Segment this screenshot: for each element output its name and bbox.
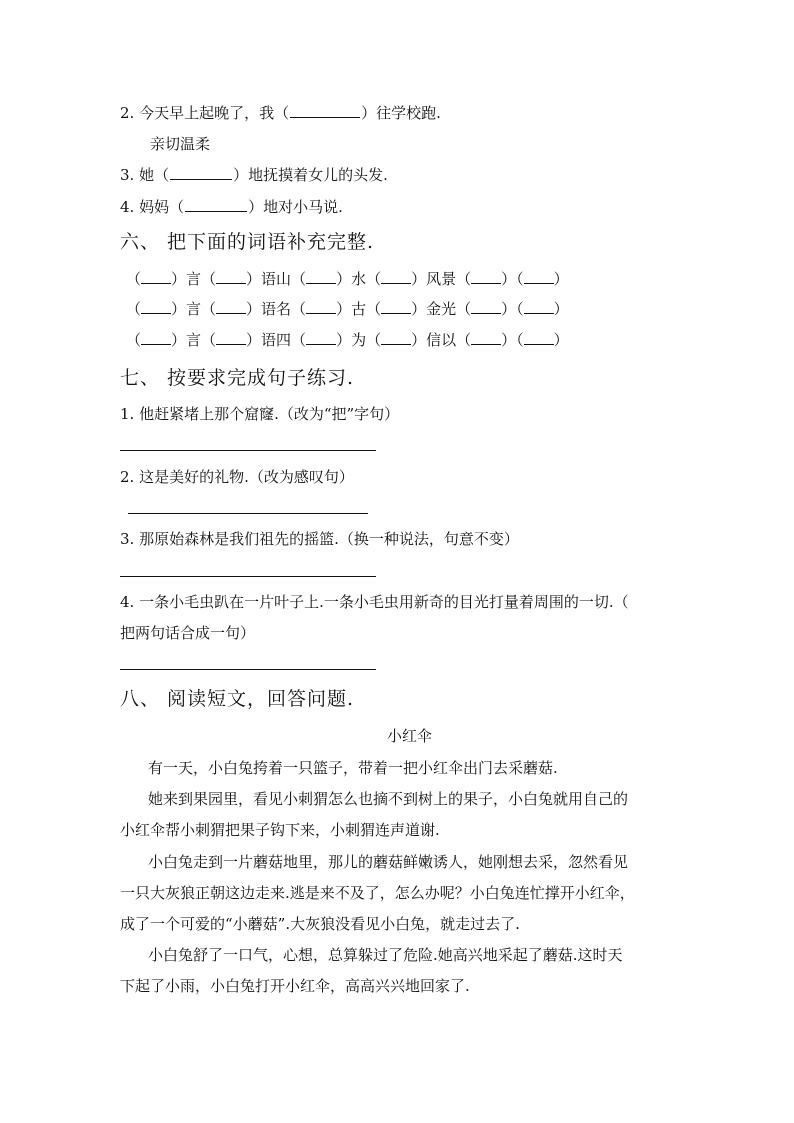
fill-item-3-prefix: 3. 她（ bbox=[120, 166, 170, 184]
idiom-text: ）为（ bbox=[336, 331, 382, 349]
question-1: 1. 他赶紧堵上那个窟窿.（改为“把”字句） bbox=[120, 405, 400, 423]
idiom-blank[interactable] bbox=[141, 331, 171, 345]
idiom-blank[interactable] bbox=[216, 270, 246, 284]
paren: ） bbox=[553, 331, 569, 349]
fill-item-2 bbox=[120, 103, 441, 123]
passage-paragraph-2-line-1: 她来到果园里，看见小刺猬怎么也摘不到树上的果子，小白兔就用自己的 bbox=[148, 790, 629, 808]
answer-blank-3[interactable] bbox=[170, 165, 232, 180]
passage-paragraph-3-line-2: 一只大灰狼正朝这边走来.逃是来不及了，怎么办呢？小白兔连忙撑开小红伞， bbox=[120, 884, 635, 902]
idiom-blank[interactable] bbox=[524, 300, 554, 314]
idiom-row-2 bbox=[126, 299, 569, 319]
paren: （ bbox=[126, 331, 142, 349]
passage-paragraph-3-line-1: 小白兔走到一片蘑菇地里，那儿的蘑菇鲜嫩诱人，她刚想去采，忽然看见 bbox=[148, 853, 629, 871]
question-4-line-1: 4. 一条小毛虫趴在一片叶子上.一条小毛虫用新奇的目光打量着周围的一切.（ bbox=[120, 593, 629, 611]
idiom-text: 言（ bbox=[186, 331, 217, 349]
fill-item-3 bbox=[120, 165, 388, 185]
answer-line-1[interactable] bbox=[120, 450, 376, 451]
idiom-text: 言（ bbox=[186, 300, 217, 318]
idiom-blank[interactable] bbox=[141, 270, 171, 284]
idiom-blank[interactable] bbox=[216, 331, 246, 345]
idiom-text: ）（ bbox=[501, 300, 524, 318]
passage-paragraph-1: 有一天，小白兔挎着一只篮子，带着一把小红伞出门去采蘑菇. bbox=[148, 759, 558, 777]
paren: （ bbox=[126, 270, 142, 288]
idiom-text: ） bbox=[171, 270, 187, 288]
passage-title: 小红伞 bbox=[387, 727, 433, 745]
idiom-text: ）古（ bbox=[336, 300, 382, 318]
idiom-text: ）语名（ bbox=[246, 300, 307, 318]
answer-line-2[interactable] bbox=[128, 513, 368, 514]
passage-paragraph-2-line-2: 小红伞帮小刺猬把果子钩下来，小刺猬连声道谢. bbox=[120, 821, 440, 839]
section-6-heading: 六、 把下面的词语补充完整. bbox=[120, 231, 375, 253]
fill-item-4-prefix: 4. 妈妈（ bbox=[120, 198, 185, 216]
idiom-row-1 bbox=[126, 269, 569, 289]
question-2: 2. 这是美好的礼物.（改为感叹句） bbox=[120, 468, 354, 486]
answer-line-4[interactable] bbox=[120, 669, 376, 670]
idiom-text: ）（ bbox=[501, 270, 524, 288]
paren: ） bbox=[553, 270, 569, 288]
idiom-blank[interactable] bbox=[471, 300, 501, 314]
idiom-blank[interactable] bbox=[306, 331, 336, 345]
idiom-text: ）金光（ bbox=[411, 300, 472, 318]
idiom-text: 言（ bbox=[186, 270, 217, 288]
idiom-blank[interactable] bbox=[524, 331, 554, 345]
idiom-blank[interactable] bbox=[381, 270, 411, 284]
idiom-blank[interactable] bbox=[216, 300, 246, 314]
section-7-heading: 七、 按要求完成句子练习. bbox=[120, 367, 355, 389]
question-4-line-2: 把两句话合成一句） bbox=[120, 624, 256, 642]
idiom-text: ） bbox=[171, 300, 187, 318]
answer-line-3[interactable] bbox=[120, 576, 376, 577]
idiom-text: ）风景（ bbox=[411, 270, 472, 288]
answer-blank-2[interactable] bbox=[290, 103, 360, 118]
fill-item-4-suffix: ）地对小马说. bbox=[248, 198, 343, 216]
fill-item-2-suffix: ）往学校跑. bbox=[361, 104, 441, 122]
idiom-text: ）水（ bbox=[336, 270, 382, 288]
idiom-text: ）（ bbox=[501, 331, 524, 349]
idiom-text: ）信以（ bbox=[411, 331, 472, 349]
idiom-blank[interactable] bbox=[381, 331, 411, 345]
answer-blank-4[interactable] bbox=[185, 197, 247, 212]
section-8-heading: 八、 阅读短文，回答问题. bbox=[120, 688, 355, 710]
word-bank: 亲切温柔 bbox=[150, 135, 211, 153]
idiom-blank[interactable] bbox=[306, 300, 336, 314]
idiom-blank[interactable] bbox=[471, 270, 501, 284]
paren: ） bbox=[553, 300, 569, 318]
idiom-text: ）语山（ bbox=[246, 270, 307, 288]
passage-paragraph-4-line-2: 下起了小雨，小白兔打开小红伞，高高兴兴地回家了. bbox=[120, 977, 470, 995]
idiom-blank[interactable] bbox=[524, 270, 554, 284]
idiom-row-3 bbox=[126, 330, 569, 350]
idiom-blank[interactable] bbox=[381, 300, 411, 314]
question-3: 3. 那原始森林是我们祖先的摇篮.（换一种说法，句意不变） bbox=[120, 530, 519, 548]
fill-item-3-suffix: ）地抚摸着女儿的头发. bbox=[233, 166, 388, 184]
idiom-blank[interactable] bbox=[141, 300, 171, 314]
passage-paragraph-3-line-3: 成了一个可爱的“小蘑菇”.大灰狼没看见小白兔，就走过去了. bbox=[120, 915, 520, 933]
idiom-blank[interactable] bbox=[306, 270, 336, 284]
idiom-text: ）语四（ bbox=[246, 331, 307, 349]
fill-item-4 bbox=[120, 197, 343, 217]
passage-paragraph-4-line-1: 小白兔舒了一口气，心想，总算躲过了危险.她高兴地采起了蘑菇.这时天 bbox=[148, 946, 623, 964]
idiom-text: ） bbox=[171, 331, 187, 349]
paren: （ bbox=[126, 300, 142, 318]
idiom-blank[interactable] bbox=[471, 331, 501, 345]
fill-item-2-prefix: 2. 今天早上起晚了，我（ bbox=[120, 104, 290, 122]
